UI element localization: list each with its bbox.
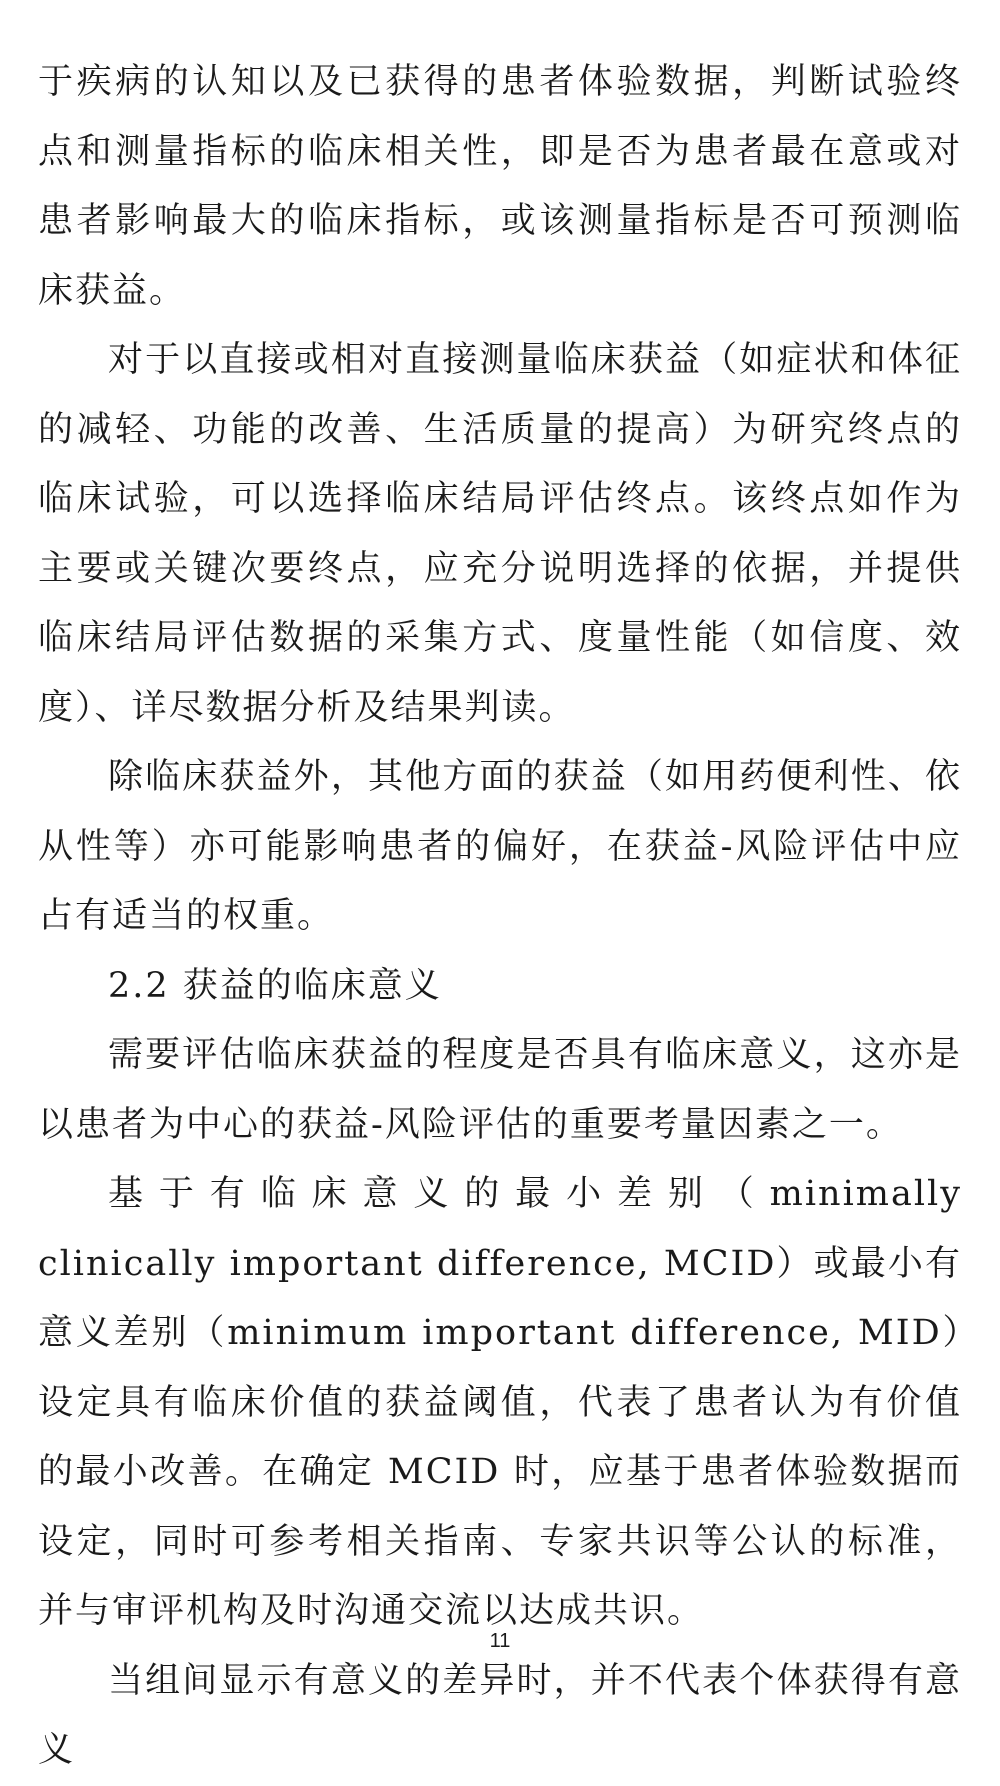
paragraph-group-difference: 当组间显示有意义的差异时，并不代表个体获得有意义 bbox=[38, 1660, 962, 1770]
document-body bbox=[38, 48, 962, 1786]
paragraph-mcid: 基于有临床意义的最小差别（minimally clinically important difference, MCID）或最小有意义差别（minimum important difference, MID）设定具有临床价值的获益阈值，代表了患者认为有价值的最小改善。在确定 MCID 时，应基于患者体验数据而设定，同时可参考相关指南、专家共识等公认的标准，并与审评机构及时沟通交流以达成共识。 bbox=[38, 1174, 962, 1631]
paragraph-clinical-significance: 需要评估临床获益的程度是否具有临床意义，这亦是以患者为中心的获益-风险评估的重要考量因素之一。 bbox=[38, 1035, 962, 1145]
page-number: 11 bbox=[489, 1630, 511, 1652]
paragraph-continuation: 于疾病的认知以及已获得的患者体验数据，判断试验终点和测量指标的临床相关性，即是否为患者最在意或对患者影响最大的临床指标，或该测量指标是否可预测临床获益。 bbox=[38, 62, 962, 311]
paragraph-clinical-outcome-endpoints: 对于以直接或相对直接测量临床获益（如症状和体征的减轻、功能的改善、生活质量的提高）为研究终点的临床试验，可以选择临床结局评估终点。该终点如作为主要或关键次要终点，应充分说明选择的依据，并提供临床结局评估数据的采集方式、度量性能（如信度、效度）、详尽数据分析及结果判读。 bbox=[38, 340, 962, 728]
section-heading-2-2: 2.2 获益的临床意义 bbox=[108, 965, 442, 1006]
paragraph-other-benefits: 除临床获益外，其他方面的获益（如用药便利性、依从性等）亦可能影响患者的偏好，在获益-风险评估中应占有适当的权重。 bbox=[38, 757, 962, 936]
